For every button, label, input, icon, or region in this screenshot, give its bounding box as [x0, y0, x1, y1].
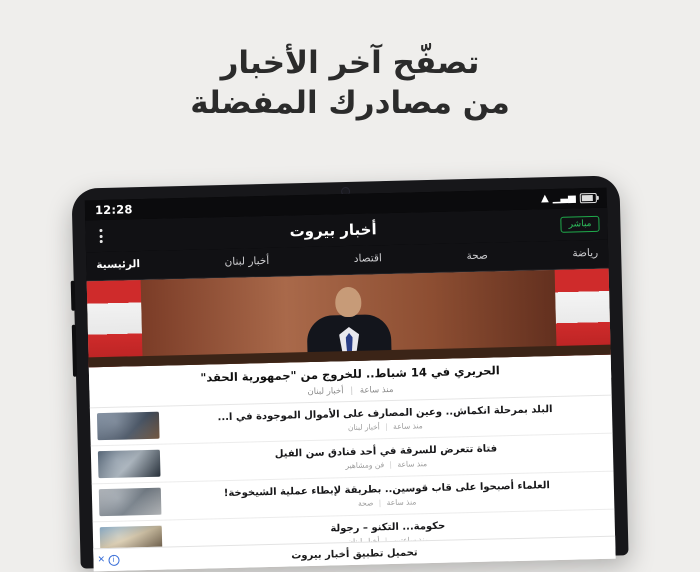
hero-title[interactable]: الحريري في 14 شباط.. للخروج من "جمهورية الحقد"	[89, 355, 611, 391]
volume-button[interactable]	[72, 325, 77, 377]
article-title[interactable]: البلد بمرحلة انكماش.. وعين المصارف على الأموال الموجودة في ا...	[217, 403, 553, 423]
hero-category: أخبار لبنان	[307, 386, 344, 397]
article-time: منذ ساعة	[393, 421, 423, 432]
article-title[interactable]: حكومة... التكنو – رجولة	[330, 520, 446, 535]
article-time: منذ ساعة	[386, 497, 417, 508]
promo-line-1: تصفّح آخر الأخبار	[220, 45, 480, 81]
power-button[interactable]	[71, 281, 76, 311]
status-clock: 12:28	[94, 202, 133, 218]
wifi-icon: ▲	[540, 193, 549, 205]
live-badge[interactable]: مباشر	[560, 216, 599, 233]
kebab-menu-icon[interactable]	[93, 229, 107, 243]
tab-health[interactable]: صحة	[466, 249, 488, 263]
hero-image[interactable]	[87, 269, 611, 368]
promo-headline	[0, 44, 700, 123]
status-icons	[541, 193, 597, 204]
article-thumbnail[interactable]	[99, 488, 162, 517]
ad-info-icon[interactable]: i	[108, 554, 119, 565]
article-text	[165, 401, 606, 439]
ad-controls	[97, 554, 119, 566]
meta-separator: |	[385, 422, 388, 432]
tab-lebanon-news[interactable]: أخبار لبنان	[224, 254, 270, 269]
phone-screen	[85, 188, 616, 569]
lebanon-flag-left	[87, 280, 143, 367]
app-title: أخبار بيروت	[289, 220, 377, 241]
signal-icon: ▁▃▅	[552, 192, 576, 204]
article-list	[90, 396, 616, 561]
article-time: منذ ساعة	[397, 459, 428, 470]
phone-mockup	[71, 175, 628, 568]
hero-person-head	[335, 287, 362, 318]
article-title[interactable]: العلماء أصبحوا على قاب قوسين.. بطريقة لإبطاء عملية الشيخوخة!	[223, 479, 551, 499]
meta-separator: |	[350, 385, 354, 396]
lebanon-flag-right	[555, 269, 611, 356]
article-thumbnail[interactable]	[98, 450, 161, 479]
tab-home[interactable]: الرئيسية	[96, 258, 141, 272]
article-category: فن ومشاهير	[345, 460, 385, 471]
article-text	[167, 477, 608, 515]
ad-text: تحميل تطبيق أخبار بيروت	[291, 546, 418, 561]
article-thumbnail[interactable]	[97, 412, 160, 441]
article-title[interactable]: فتاة تتعرض للسرقة في أحد فنادق سن الفيل	[274, 443, 498, 460]
hero-time: منذ ساعة	[359, 384, 394, 396]
news-feed[interactable]	[87, 269, 616, 572]
article-text	[166, 439, 607, 477]
meta-separator: |	[389, 460, 393, 470]
close-ad-icon[interactable]: ✕	[97, 555, 106, 566]
tab-sports[interactable]: رياضة	[572, 246, 599, 260]
meta-separator: |	[378, 498, 382, 508]
tab-economy[interactable]: اقتصاد	[353, 252, 383, 265]
promo-line-2: من مصادرك المفضلة	[190, 84, 510, 121]
article-category: أخبار لبنان	[347, 422, 380, 433]
battery-icon	[580, 193, 597, 203]
article-category: صحة	[357, 498, 374, 509]
